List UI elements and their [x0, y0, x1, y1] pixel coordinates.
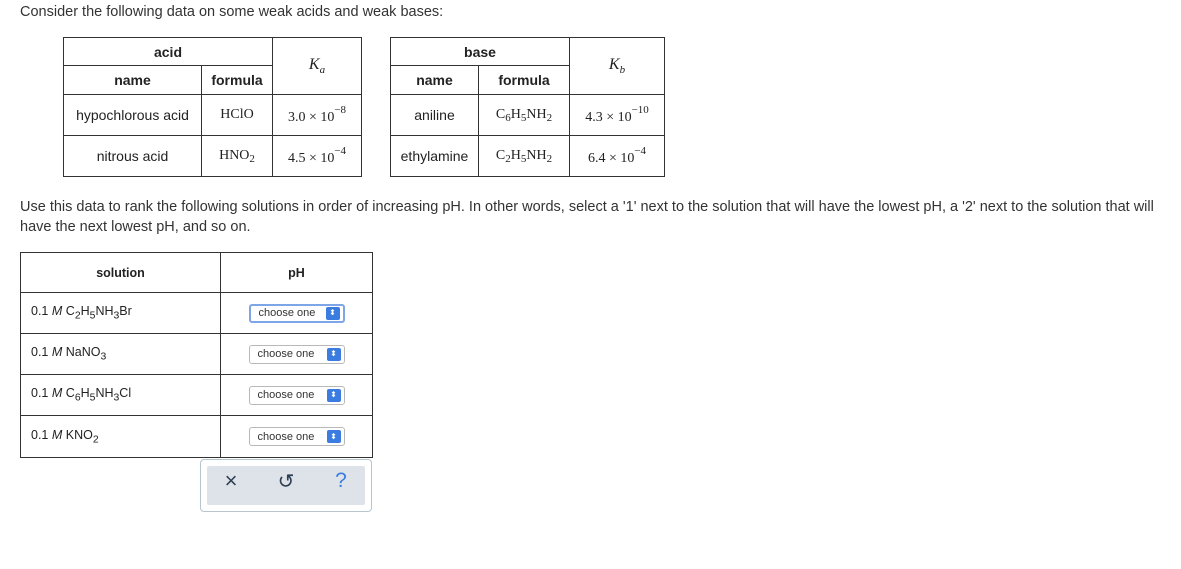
base-formula: $C_6H_5NH_2$ [479, 95, 570, 136]
acid-formula-header: formula [202, 66, 273, 95]
updown-arrow-icon: ⬍ [327, 430, 341, 443]
help-icon: ? [335, 469, 347, 492]
close-icon: × [224, 468, 238, 493]
updown-arrow-icon: ⬍ [327, 389, 341, 402]
ph-rank-select[interactable]: choose one ⬍ [249, 304, 345, 323]
ph-header: pH [221, 253, 373, 293]
updown-arrow-icon: ⬍ [327, 348, 341, 361]
acid-formula: $HNO_2$ [202, 136, 273, 177]
solution-cell: 0.1 M NaNO$_3$ [21, 334, 221, 375]
ph-cell [221, 293, 373, 334]
base-name-header: name [391, 66, 479, 95]
kb-value: $4.3 \times 10^{-10}$ [570, 95, 665, 136]
base-table [390, 37, 665, 177]
action-bar [200, 459, 372, 512]
updown-arrow-icon: ⬍ [326, 307, 340, 320]
acid-formula: HClO [202, 95, 273, 136]
acid-name: hypochlorous acid [64, 95, 202, 136]
base-group-header: base [391, 38, 570, 66]
kb-header: $K_b$ [570, 38, 665, 95]
ph-rank-select[interactable]: choose one ⬍ [249, 386, 345, 405]
acid-name: nitrous acid [64, 136, 202, 177]
kb-value: $6.4 \times 10^{-4}$ [570, 136, 665, 177]
ranking-table [20, 252, 373, 458]
solution-cell: 0.1 M $KNO_2$ [21, 416, 221, 458]
ph-rank-select[interactable]: choose one ⬍ [249, 345, 345, 364]
base-formula-header: formula [479, 66, 570, 95]
intro-text: Consider the following data on some weak acids and weak bases: [20, 4, 444, 20]
ph-cell [221, 416, 373, 458]
ka-header: $K_a$ [273, 38, 362, 95]
undo-icon: ↺ [277, 470, 295, 493]
acid-name-header: name [64, 66, 202, 95]
solution-cell: 0.1 M $C_2H_5NH_3Br$ [21, 293, 221, 334]
help-button[interactable] [326, 468, 356, 494]
solution-cell: 0.1 M $C_6H_5NH_3Cl$ [21, 375, 221, 416]
base-name: aniline [391, 95, 479, 136]
ka-value: $3.0 \times 10^{-8}$ [273, 95, 362, 136]
acid-group-header: acid [64, 38, 273, 66]
undo-button[interactable] [271, 468, 301, 494]
acid-table [63, 37, 362, 177]
instructions-text: Use this data to rank the following solutions in order of increasing pH. In other words, select a '1' next to the solution that will have the lowest pH, a '2' next to the solution that will have the next lowest pH, and so on. [20, 199, 1154, 235]
base-formula: $C_2H_5NH_2$ [479, 136, 570, 177]
ph-cell [221, 334, 373, 375]
ph-rank-select[interactable]: choose one ⬍ [249, 427, 345, 446]
base-name: ethylamine [391, 136, 479, 177]
clear-button[interactable] [216, 468, 246, 494]
ph-cell [221, 375, 373, 416]
ka-value: $4.5 \times 10^{-4}$ [273, 136, 362, 177]
solution-header: solution [21, 253, 221, 293]
